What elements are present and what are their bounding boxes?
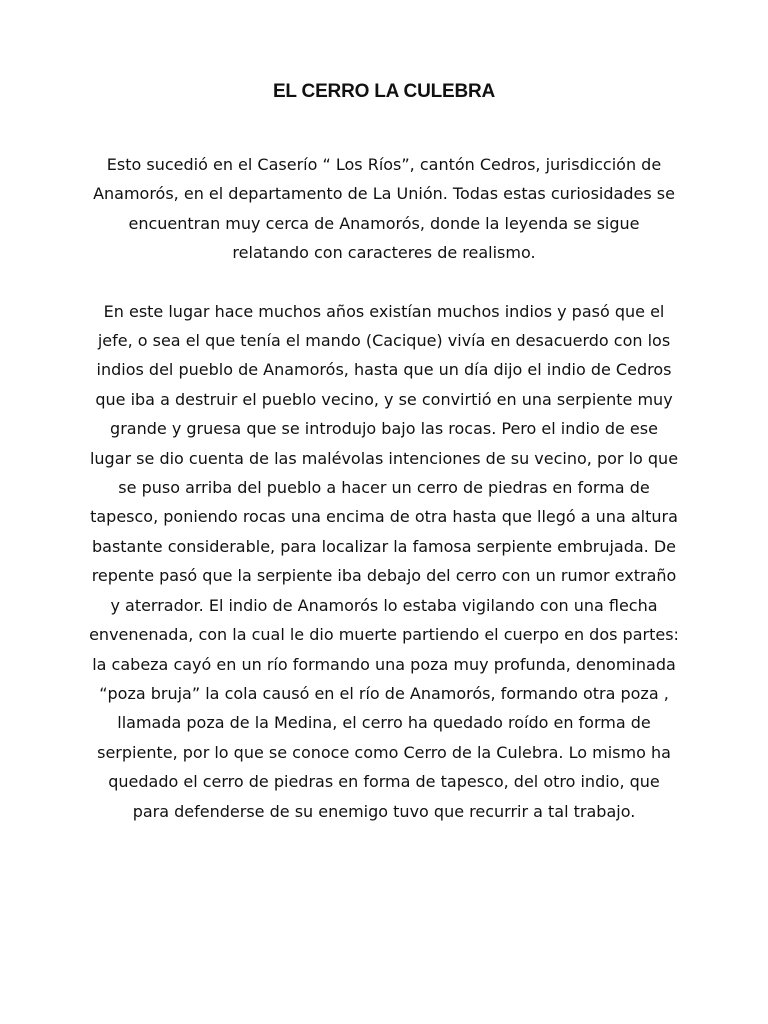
paragraph-legend: En este lugar hace muchos años existían muchos indios y pasó que el jefe, o sea el que tenía el mando (Cacique) vivía en desacuerdo con los indios del pueblo de Anamorós, hasta que un día dijo el indio de Cedros que iba a destruir el pueblo vecino, y se convirtió en una serpiente muy grande y gruesa que se introdujo bajo las rocas. Pero el indio de ese lugar se dio cuenta de las malévolas intenciones de su vecino, por lo que se puso arriba del pueblo a hacer un cerro de piedras en forma de tapesco, poniendo rocas una encima de otra hasta que llegó a una altura bastante considerable, para localizar la famosa serpiente embrujada. De repente pasó que la serpiente iba debajo del cerro con un rumor extraño y aterrador. El indio de Anamorós lo estaba vigilando con una flecha envenenada, con la cual le dio muerte partiendo el cuerpo en dos partes: la cabeza cayó en un río formando una poza muy profunda, denominada “poza bruja” la cola causó en el río de Anamorós, formando otra poza , llamada poza de la Medina, el cerro ha quedado roído en forma de serpiente, por lo que se conoce como Cerro de la Culebra. Lo mismo ha quedado el cerro de piedras en forma de tapesco, del otro indio, que para defenderse de su enemigo tuvo que recurrir a tal trabajo. — [89, 301, 679, 821]
paragraph-intro: Esto sucedió en el Caserío “ Los Ríos”, cantón Cedros, jurisdicción de Anamorós, en el departamento de La Unión. Todas estas curiosidades se encuentran muy cerca de Anamorós, donde la leyenda se sigue relatando con caracteres de realismo. — [93, 155, 675, 263]
document-title: EL CERRO LA CULEBRA — [272, 81, 496, 102]
